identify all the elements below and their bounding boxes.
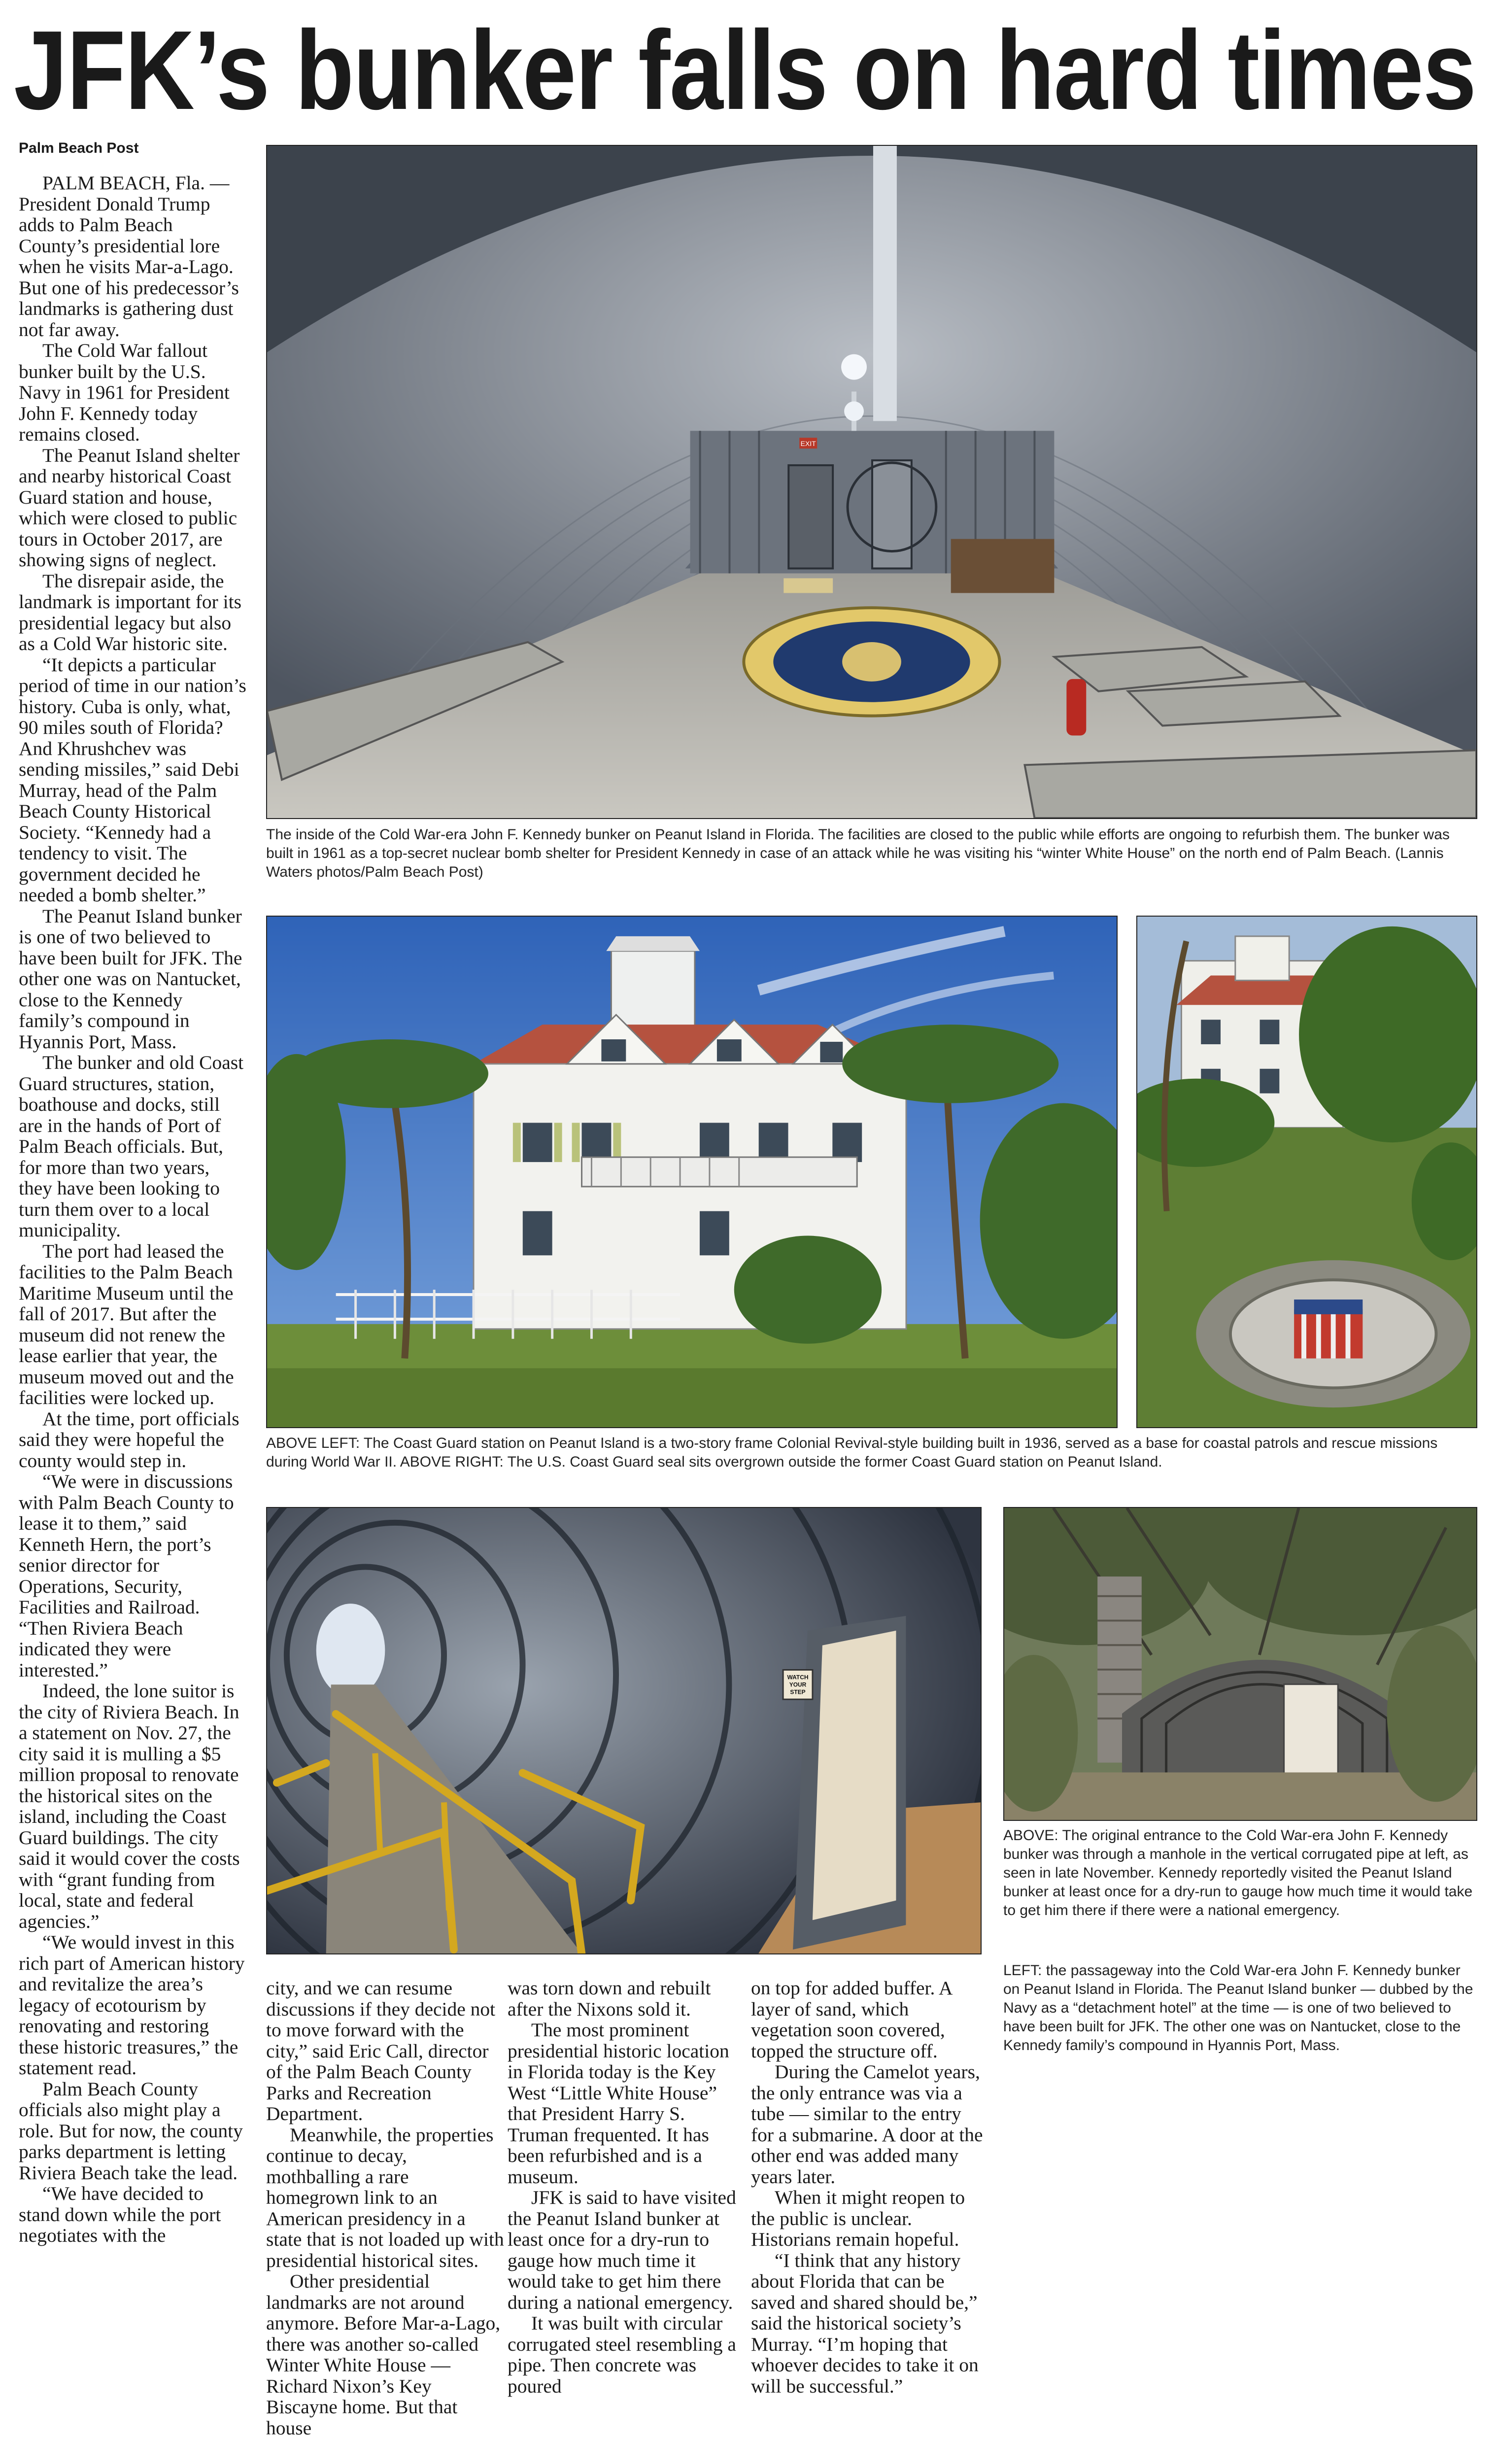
article-paragraph: “We have decided to stand down while the port negotiates with the bbox=[19, 2183, 221, 2246]
article-paragraph: was torn down and rebuilt after the Nixons sold it. bbox=[508, 1977, 711, 2020]
article-paragraph: The disrepair aside, the landmark is important for its presidential legacy but also as a Cold War historic site. bbox=[19, 570, 241, 654]
article-column-2 bbox=[266, 1978, 506, 2438]
article-paragraph: Palm Beach County officials also might play a role. But for now, the county parks department is letting Riviera Beach take the lead. bbox=[19, 2078, 243, 2184]
headline: JFK’s bunker falls on hard times bbox=[14, 8, 1476, 133]
article-paragraph: The Peanut Island shelter and nearby historical Coast Guard station and house, which were closed to public tours in October 2017, are showing signs of neglect. bbox=[19, 444, 240, 571]
watch-sign-line3: STEP bbox=[790, 1688, 806, 1696]
article-paragraph: It was built with circular corrugated steel resembling a pipe. Then concrete was poured bbox=[508, 2312, 736, 2397]
bunker-passage-photo bbox=[266, 1507, 982, 1954]
passage-caption: LEFT: the passageway into the Cold War-era John F. Kennedy bunker on Peanut Island in Florida. The Peanut Island bunker — dubbed by the Navy as a “detachment hotel” at the time — is one of two believed to have been built for JFK. The other one was on Nantucket, close to the Kennedy family’s compound in Hyannis Port, Mass. bbox=[1003, 1962, 1473, 2053]
byline: Palm Beach Post bbox=[19, 140, 139, 156]
article-paragraph: Meanwhile, the properties continue to decay, mothballing a rare homegrown link to an American presidency in a state that is not loaded up with presidential historical sites. bbox=[266, 2123, 504, 2271]
article-paragraph: “We would invest in this rich part of American history and revitalize the area’s legacy of ecotourism by renovating and restoring these historic treasures,” the statement read. bbox=[19, 1931, 245, 2079]
article-paragraph: Indeed, the lone suitor is the city of Riviera Beach. In a statement on Nov. 27, the city said it is mulling a $5 million proposal to renovate the historical sites on the island, including the Coast Guard buildings. The city said it would cover the costs with “grant funding from local, state and federal agencies.” bbox=[19, 1680, 240, 1932]
article-column-3 bbox=[508, 1978, 740, 2396]
watch-sign-line1: WATCH bbox=[787, 1674, 809, 1681]
bunker-interior-photo bbox=[266, 145, 1477, 819]
article-paragraph: The Cold War fallout bunker built by the U.S. Navy in 1961 for President John F. Kennedy today remains closed. bbox=[19, 340, 230, 445]
station-caption: ABOVE LEFT: The Coast Guard station on Peanut Island is a two-story frame Colonial Revival-style building built in 1936, served as a base for coastal patrols and rescue missions during World War II. ABOVE RIGHT: The U.S. Coast Guard seal sits overgrown outside the former Coast Guard station on Peanut Island. bbox=[266, 1435, 1438, 1470]
article-paragraph: When it might reopen to the public is unclear. Historians remain hopeful. bbox=[751, 2187, 965, 2250]
article-column-4 bbox=[751, 1978, 987, 2396]
article-paragraph: PALM BEACH, Fla. — President Donald Trump adds to Palm Beach County’s presidential lore when he visits Mar-a-Lago. But one of his predecessor’s landmarks is gathering dust not far away. bbox=[19, 172, 239, 341]
exit-sign: EXIT bbox=[800, 440, 816, 448]
coast-guard-station-photo bbox=[266, 916, 1118, 1428]
article-paragraph: The most prominent presidential historic location in Florida today is the Key West “Little White House” that President Harry S. Truman frequented. It has been refurbished and is a museum. bbox=[508, 2019, 729, 2188]
coast-guard-seal-photo bbox=[1136, 916, 1477, 1428]
article-paragraph: city, and we can resume discussions if they decide not to move forward with the city,” said Eric Call, director of the Palm Beach County Parks and Recreation Department. bbox=[266, 1977, 496, 2124]
article-paragraph: The Peanut Island bunker is one of two believed to have been built for JFK. The other one was on Nantucket, close to the Kennedy family’s compound in Hyannis Port, Mass. bbox=[19, 905, 242, 1053]
article-paragraph: on top for added buffer. A layer of sand, which vegetation soon covered, topped the structure off. bbox=[751, 1977, 952, 2062]
bunker-entrance-photo bbox=[1003, 1507, 1477, 1821]
article-paragraph: The port had leased the facilities to the Palm Beach Maritime Museum until the fall of 2017. But after the museum did not renew the lease earlier that year, the museum moved out and the facilities were locked up. bbox=[19, 1240, 234, 1408]
main-photo-caption: The inside of the Cold War-era John F. Kennedy bunker on Peanut Island in Florida. The facilities are closed to the public while efforts are ongoing to refurbish them. The bunker was built in 1961 as a top-secret nuclear bomb shelter for President Kennedy in case of an attack while he was visiting his “winter White House” on the north end of Palm Beach. (Lannis Waters photos/Palm Beach Post) bbox=[266, 826, 1450, 880]
article-paragraph: At the time, port officials said they were hopeful the county would step in. bbox=[19, 1407, 239, 1472]
article-paragraph: “We were in discussions with Palm Beach County to lease it to them,” said Kenneth Hern, the port’s senior director for Operations, Security, Facilities and Railroad. “Then Riviera Beach indicated they were interested.” bbox=[19, 1471, 234, 1681]
article-paragraph: The bunker and old Coast Guard structures, station, boathouse and docks, still are in the hands of Port of Palm Beach officials. But, for more than two years, they have been looking to turn them over to a local municipality. bbox=[19, 1052, 244, 1241]
article-paragraph: Other presidential landmarks are not around anymore. Before Mar-a-Lago, there was another so-called Winter White House — Richard Nixon’s Key Biscayne home. But that house bbox=[266, 2270, 501, 2439]
article-paragraph: “I think that any history about Florida that can be saved and shared should be,” said the historical society’s Murray. “I’m hoping that whoever decides to take it on will be successful.” bbox=[751, 2249, 979, 2397]
article-column-1 bbox=[19, 172, 246, 2246]
article-paragraph: “It depicts a particular period of time in our nation’s history. Cuba is only, what, 90 miles south of Florida? And Khrushchev was sending missiles,” said Debi Murray, head of the Palm Beach County Historical Society. “Kennedy had a tendency to visit. The government decided he needed a bomb shelter.” bbox=[19, 653, 246, 906]
watch-sign-line2: YOUR bbox=[789, 1681, 807, 1688]
entrance-caption: ABOVE: The original entrance to the Cold War-era John F. Kennedy bunker was through a manhole in the vertical corrugated pipe at left, as seen in late November. Kennedy reportedly visited the Peanut Island bunker at least once for a dry-run to gauge how much time it would take to get him there if there were a national emergency. bbox=[1003, 1827, 1473, 1918]
article-paragraph: JFK is said to have visited the Peanut Island bunker at least once for a dry-run to gauge how much time it would take to get him there during a national emergency. bbox=[508, 2187, 736, 2313]
article-paragraph: During the Camelot years, the only entrance was via a tube — similar to the entry for a submarine. A door at the other end was added many years later. bbox=[751, 2061, 983, 2188]
